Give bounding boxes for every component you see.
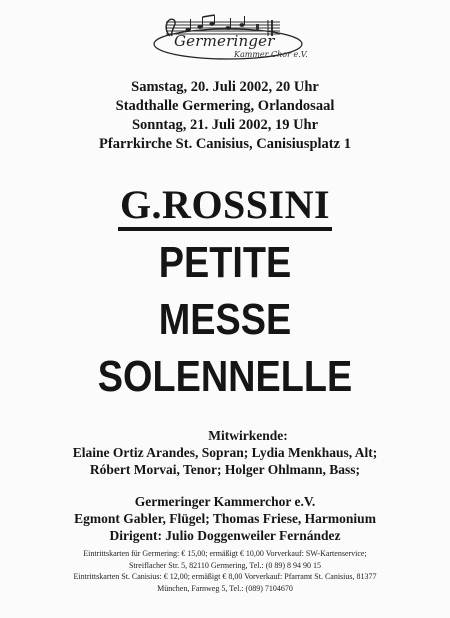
ticket-line: Eintrittskarten für Germering: € 15,00; ermäßigt € 10,00 Vorverkauf: SW-Kartenservice; xyxy=(83,549,367,558)
event-line: Sonntag, 21. Juli 2002, 19 Uhr xyxy=(131,117,319,133)
logo-subtext: Kammer Chor e.V. xyxy=(234,50,308,59)
ensemble-section xyxy=(0,493,450,544)
performers-line: Róbert Morvai, Tenor; Holger Ohlmann, Bass; xyxy=(89,462,361,477)
ensemble-line: Germeringer Kammerchor e.V. xyxy=(134,494,316,509)
ticket-line: Streiflacher Str. 5, 82110 Germering, Tel.: (0 89) 8 94 90 15 xyxy=(128,560,322,570)
ensemble-line: Dirigent: Julio Doggenweiler Fernández xyxy=(109,528,341,543)
work-title-line: MESSE xyxy=(158,295,292,344)
event-line: Samstag, 20. Juli 2002, 20 Uhr xyxy=(131,79,319,95)
choir-logo xyxy=(148,14,308,70)
performers-heading: Mitwirkende: xyxy=(208,428,288,443)
performers-line: Elaine Ortiz Arandes, Sopran; Lydia Menkhaus, Alt; xyxy=(72,445,378,460)
performers-section xyxy=(0,427,450,478)
event-details xyxy=(0,78,450,154)
work-title-line: PETITE xyxy=(158,238,292,287)
event-line: Pfarrkirche St. Canisius, Canisiusplatz 1 xyxy=(99,136,351,152)
composer-name: G.ROSSINI xyxy=(118,183,332,231)
ticket-line: Eintrittskarten St. Canisius: € 12,00; ermäßigt € 8,00 Vorverkauf: Pfarramt St. Canisius, 81377 xyxy=(73,572,377,581)
work-title-line: SOLENNELLE xyxy=(97,352,353,401)
ensemble-line: Egmont Gabler, Flügel; Thomas Friese, Harmonium xyxy=(74,511,376,526)
ticket-info xyxy=(0,548,450,594)
ticket-line: München, Farnweg 5, Tel.: (089) 7104670 xyxy=(157,583,293,593)
composer-heading xyxy=(0,183,450,231)
logo-wordmark: Germeringer xyxy=(174,32,275,50)
event-line: Stadthalle Germering, Orlandosaal xyxy=(115,98,335,114)
